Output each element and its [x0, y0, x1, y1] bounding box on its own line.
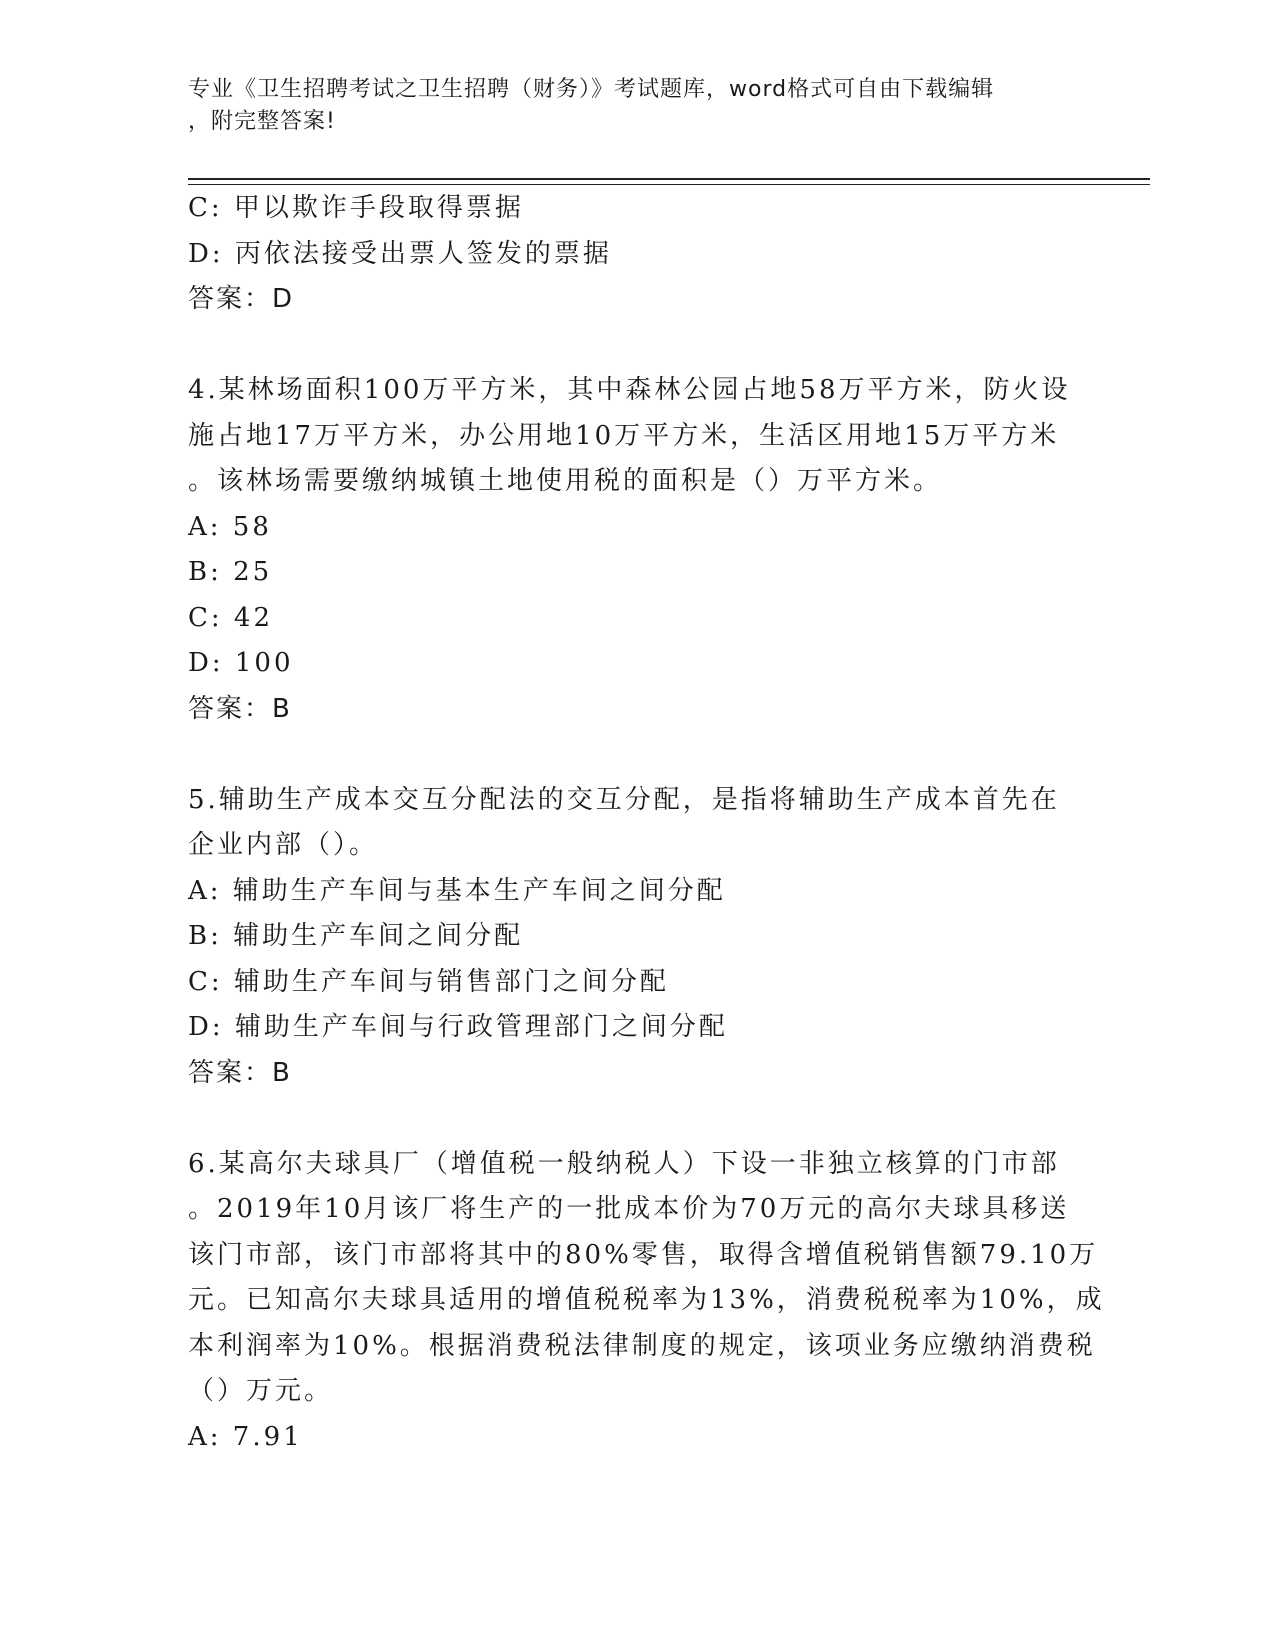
question-stem-line: 4.某林场面积100万平方米，其中森林公园占地58万平方米，防火设: [188, 375, 1071, 405]
answer: 答案：B: [188, 693, 292, 724]
option-a: A: 辅助生产车间与基本生产车间之间分配: [188, 875, 726, 906]
question-stem-line: 。该林场需要缴纳城镇土地使用税的面积是（）万平方米。: [188, 466, 943, 496]
question-stem-line: 5.辅助生产成本交互分配法的交互分配，是指将辅助生产成本首先在: [188, 784, 1060, 815]
question-6: [188, 1142, 1105, 1461]
answer: 答案：B: [188, 1057, 292, 1088]
question-stem-line: 本利润率为10%。根据消费税法律制度的规定，该项业务应缴纳消费税: [188, 1330, 1096, 1361]
option-a: A: 58: [188, 511, 272, 542]
header-divider: [188, 178, 1150, 185]
option-b: B: 辅助生产车间之间分配: [188, 921, 524, 951]
option-c: C: 甲以欺诈手段取得票据: [188, 193, 524, 223]
document-header: [188, 74, 1068, 138]
question-stem-line: 6.某高尔夫球具厂（增值税一般纳税人）下设一非独立核算的门市部: [188, 1148, 1060, 1179]
question-5: [188, 778, 1088, 1097]
answer: 答案：D: [188, 284, 295, 314]
question-stem-line: 元。已知高尔夫球具适用的增值税税率为13%，消费税税率为10%，成: [188, 1285, 1105, 1315]
option-d: D: 辅助生产车间与行政管理部门之间分配: [188, 1012, 728, 1042]
question-stem-line: （）万元。: [188, 1376, 334, 1406]
header-line-2: ，附完整答案!: [188, 109, 336, 134]
question-stem-line: 企业内部（）。: [188, 830, 379, 860]
option-d: D: 丙依法接受出票人签发的票据: [188, 238, 612, 269]
question-stem-line: 。2019年10月该厂将生产的一批成本价为70万元的高尔夫球具移送: [188, 1194, 1070, 1224]
question-list: [188, 186, 1105, 1460]
question-4: [188, 368, 1088, 732]
option-b: B: 25: [188, 557, 273, 587]
option-c: C: 42: [188, 602, 274, 633]
option-d: D: 100: [188, 648, 294, 678]
option-c: C: 辅助生产车间与销售部门之间分配: [188, 966, 669, 997]
question-stem-line: 施占地17万平方米，办公用地10万平方米，生活区用地15万平方米: [188, 420, 1060, 451]
header-line-1: 专业《卫生招聘考试之卫生招聘（财务）》考试题库，word格式可自由下载编辑: [188, 77, 995, 102]
question-stem-line: 该门市部，该门市部将其中的80%零售，取得含增值税销售额79.10万: [188, 1239, 1099, 1270]
option-a: A: 7.91: [188, 1421, 303, 1452]
question-3: [188, 186, 1088, 323]
